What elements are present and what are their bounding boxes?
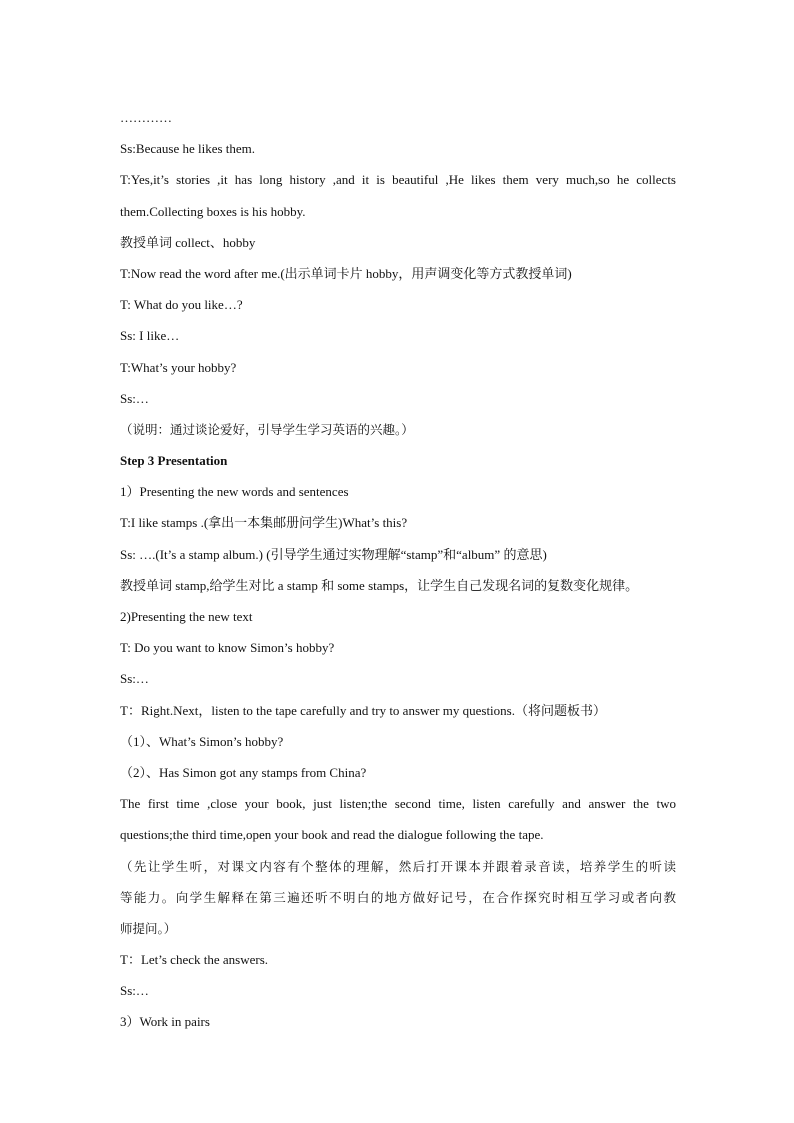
text-line: them.Collecting boxes is his hobby.: [120, 203, 306, 219]
text-line: questions;the third time,open your book and read the dialogue following the tape.: [120, 827, 544, 843]
text-line: 等能力。向学生解释在第三遍还听不明白的地方做好记号，在合作探究时相互学习或者向教: [120, 889, 676, 905]
text-line: Ss:…: [120, 983, 149, 999]
text-line: （1）、What’s Simon’s hobby?: [120, 733, 284, 749]
text-line: 教授单词 stamp,给学生对比 a stamp 和 some stamps，让学生自己发现名词的复数变化规律。: [120, 577, 639, 593]
section-heading: Step 3 Presentation: [120, 453, 228, 469]
text-line: T：Let’s check the answers.: [120, 952, 269, 968]
document-body: [120, 102, 676, 1038]
text-line: Ss:…: [120, 390, 149, 406]
text-line: T: Do you want to know Simon’s hobby?: [120, 640, 335, 656]
text-line: （说明：通过谈论爱好，引导学生学习英语的兴趣。）: [120, 421, 414, 437]
text-line: T: What do you like…?: [120, 297, 243, 313]
text-line: Ss:…: [120, 671, 149, 687]
text-line: …………: [120, 110, 172, 125]
text-line: 2)Presenting the new text: [120, 609, 253, 624]
text-line: 1）Presenting the new words and sentences: [120, 484, 349, 500]
text-line: T:Yes,it’s stories ,it has long history ,and it is beautiful ,He likes them very much,so he collects: [120, 172, 676, 188]
text-line: 师提问。）: [120, 920, 177, 936]
text-line: 3）Work in pairs: [120, 1014, 210, 1030]
text-line: （先让学生听，对课文内容有个整体的理解，然后打开课本并跟着录音读，培养学生的听读: [120, 858, 676, 874]
text-line: （2）、Has Simon got any stamps from China?: [120, 764, 367, 780]
text-line: T：Right.Next，listen to the tape carefully and try to answer my questions.（将问题板书）: [120, 702, 606, 718]
text-line: The first time ,close your book, just listen;the second time, listen carefully and answer the two: [120, 796, 676, 812]
text-line: Ss:Because he likes them.: [120, 141, 256, 157]
text-line: 教授单词 collect、hobby: [120, 234, 256, 250]
text-line: T:What’s your hobby?: [120, 359, 237, 375]
text-line: Ss: I like…: [120, 328, 180, 344]
text-line: T:Now read the word after me.(出示单词卡片 hobby，用声调变化等方式教授单词): [120, 265, 572, 281]
text-line: Ss: ….(It’s a stamp album.) (引导学生通过实物理解“stamp”和“album” 的意思): [120, 546, 547, 562]
text-line: T:I like stamps .(拿出一本集邮册问学生)What’s this?: [120, 515, 408, 531]
